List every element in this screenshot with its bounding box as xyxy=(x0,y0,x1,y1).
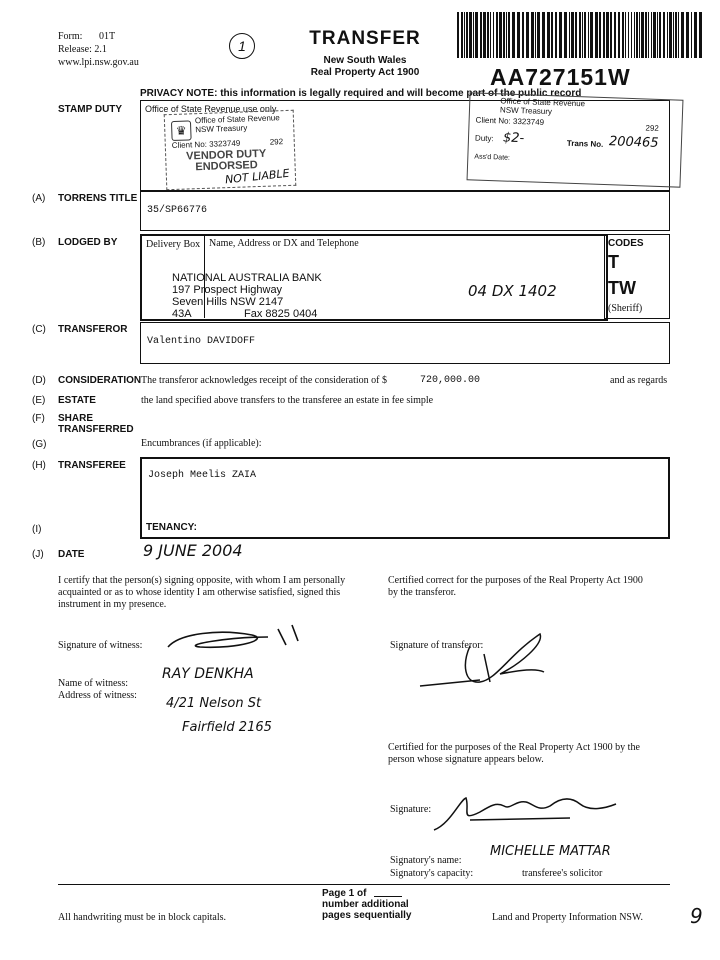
witness-signature xyxy=(160,615,310,657)
barcode-bar xyxy=(675,12,677,58)
barcode-bar xyxy=(464,12,465,58)
barcode-bar xyxy=(641,12,644,58)
barcode-bar xyxy=(648,12,649,58)
lodger-dx-hand: 04 DX 1402 xyxy=(468,282,557,300)
estate-label: ESTATE xyxy=(58,395,96,406)
delivery-box-label: Delivery Box xyxy=(146,239,201,250)
barcode-bar xyxy=(590,12,593,58)
crest-icon: ♛ xyxy=(171,120,192,141)
barcode-bar xyxy=(499,12,502,58)
subtitle-act: Real Property Act 1900 xyxy=(310,67,420,78)
barcode-bar xyxy=(628,12,629,58)
barcode-bar xyxy=(466,12,468,58)
signatory-capacity-value: transferee's solicitor xyxy=(522,868,603,879)
vendor-duty-stamp xyxy=(164,110,297,190)
row-g-letter: (G) xyxy=(32,439,47,450)
stamp2-assessed: Ass'd Date: xyxy=(474,153,511,162)
barcode-bar xyxy=(603,12,605,58)
barcode-bar xyxy=(559,12,562,58)
transferor-value: Valentino DAVIDOFF xyxy=(147,336,256,347)
code-tw: TW xyxy=(608,278,636,298)
barcode-bar xyxy=(618,12,620,58)
barcode-bar xyxy=(522,12,524,58)
stamp2-duty-hand: $2- xyxy=(502,130,525,147)
barcode-bar xyxy=(653,12,656,58)
witness-address-hand1: 4/21 Nelson St xyxy=(166,696,262,711)
form-code: 01T xyxy=(98,31,116,42)
barcode-bar xyxy=(542,12,545,58)
torrens-title-box xyxy=(140,190,670,231)
barcode-bar xyxy=(564,12,567,58)
witness-signature-label: Signature of witness: xyxy=(58,640,143,651)
barcode-bar xyxy=(506,12,507,58)
transferee-value: Joseph Meelis ZAIA xyxy=(148,470,257,481)
row-b-letter: (B) xyxy=(32,237,46,248)
barcode-bar xyxy=(503,12,505,58)
torrens-title-label: TORRENS TITLE xyxy=(58,193,138,204)
witness-name-label: Name of witness: xyxy=(58,678,128,689)
barcode-bar xyxy=(531,12,534,58)
lodger-line4-right: Fax 8825 0404 xyxy=(244,308,318,320)
stamp1-handwritten: NOT LIABLE xyxy=(224,166,291,187)
encumbrances-label: Encumbrances (if applicable): xyxy=(141,438,262,449)
barcode-graphic xyxy=(455,12,707,58)
row-j-letter: (J) xyxy=(32,549,44,560)
barcode-bar xyxy=(535,12,536,58)
barcode-bar xyxy=(645,12,647,58)
barcode-bar xyxy=(663,12,665,58)
dealing-number: AA727151W xyxy=(490,64,631,90)
row-f-letter: (F) xyxy=(32,413,45,424)
release-label: Release: xyxy=(58,44,92,55)
privacy-text: this information is legally required and will become part of the public record xyxy=(220,88,582,99)
barcode-bar xyxy=(483,12,486,58)
row-h-letter: (H) xyxy=(32,460,46,471)
document-title: TRANSFER xyxy=(309,28,421,49)
stamp1-treasury: NSW Treasury xyxy=(195,123,248,135)
barcode-bar xyxy=(651,12,652,58)
barcode-bar xyxy=(622,12,624,58)
barcode-bar xyxy=(526,12,529,58)
stamp1-line1: VENDOR DUTY xyxy=(185,147,267,163)
barcode-bar xyxy=(575,12,577,58)
transferor-label: TRANSFEROR xyxy=(58,324,128,335)
barcode-bar xyxy=(606,12,609,58)
consideration-label: CONSIDERATION xyxy=(58,375,142,386)
barcode-bar xyxy=(512,12,515,58)
barcode-bar xyxy=(461,12,463,58)
row-c-letter: (C) xyxy=(32,324,46,335)
treasury-stamp xyxy=(467,92,684,187)
barcode-bar xyxy=(571,12,574,58)
barcode-bar xyxy=(457,12,459,58)
footer-rule xyxy=(58,884,670,885)
page-of: Page 1 of xyxy=(322,888,367,899)
page-count-blank xyxy=(374,896,402,897)
lodger-line2: 197 Prospect Highway xyxy=(172,284,283,296)
barcode-bar xyxy=(473,12,474,58)
lodger-address xyxy=(172,272,322,320)
barcode-bar xyxy=(475,12,478,58)
barcode-bar xyxy=(551,12,553,58)
barcode-bar xyxy=(588,12,589,58)
codes-label: CODES xyxy=(608,238,644,249)
barcode-bar xyxy=(686,12,689,58)
barcode-bar xyxy=(582,12,583,58)
barcode-bar xyxy=(691,12,692,58)
barcode-bar xyxy=(681,12,684,58)
barcode-bar xyxy=(657,12,658,58)
form-label: Form: xyxy=(58,31,83,42)
barcode-bar xyxy=(614,12,616,58)
barcode-bar xyxy=(496,12,498,58)
witness-name-hand: RAY DENKHA xyxy=(162,666,254,682)
row-a-letter: (A) xyxy=(32,193,46,204)
signatory-capacity-label: Signatory's capacity: xyxy=(390,868,474,879)
date-label: DATE xyxy=(58,549,85,560)
barcode-bar xyxy=(639,12,640,58)
consideration-suffix: and as regards xyxy=(610,375,668,386)
barcode-bar xyxy=(537,12,540,58)
stamp2-office-text xyxy=(500,96,585,117)
estate-text: the land specified above transfers to the transferee an estate in fee simple xyxy=(141,395,434,406)
lodged-by-label: LODGED BY xyxy=(58,237,118,248)
row-e-letter: (E) xyxy=(32,395,46,406)
stamp1-num: 292 xyxy=(269,137,284,147)
privacy-label: PRIVACY NOTE: xyxy=(140,88,218,99)
barcode-bar xyxy=(480,12,482,58)
barcode-bar xyxy=(517,12,520,58)
barcode-bar xyxy=(584,12,586,58)
tenancy-label: TENANCY: xyxy=(146,522,197,533)
footer-agency: Land and Property Information NSW. xyxy=(492,912,643,923)
transferor-certification: Certified correct for the purposes of the Real Property Act 1900 by the transferor. xyxy=(388,575,643,598)
page-additional: number additional xyxy=(322,899,409,910)
stamp1-line2: ENDORSED xyxy=(195,159,258,174)
stamp2-treasury: NSW Treasury xyxy=(499,105,553,117)
name-address-header: Name, Address or DX and Telephone xyxy=(209,238,359,249)
stamp-duty-label: STAMP DUTY xyxy=(58,104,123,115)
stamp2-office: Office of State Revenue xyxy=(500,96,586,109)
stamp2-trans-hand: 200465 xyxy=(608,134,659,151)
lodger-line4-left: 43A xyxy=(172,308,191,320)
barcode-bar xyxy=(487,12,489,58)
barcode-bar xyxy=(555,12,557,58)
transferor-signature-label: Signature of transferor: xyxy=(390,640,484,651)
barcode-bar xyxy=(610,12,612,58)
stamp2-duty-label: Duty: xyxy=(474,133,494,144)
barcode-bar xyxy=(579,12,581,58)
barcode-bar xyxy=(625,12,626,58)
lodger-line1: NATIONAL AUSTRALIA BANK xyxy=(172,272,322,284)
page-count-note xyxy=(322,888,411,921)
stamp1-office: Office of State Revenue xyxy=(194,113,280,126)
barcode xyxy=(455,12,707,58)
barcode-bar xyxy=(599,12,601,58)
consideration-text: The transferor acknowledges receipt of the consideration of $ xyxy=(141,375,388,386)
barcode-bar xyxy=(699,12,702,58)
consideration-amount: 720,000.00 xyxy=(420,375,481,386)
stamp1-office-text xyxy=(195,113,280,134)
subtitle-state: New South Wales xyxy=(323,55,407,66)
barcode-bar xyxy=(490,12,491,58)
row-d-letter: (D) xyxy=(32,375,46,386)
witness-address-hand2: Fairfield 2165 xyxy=(182,720,272,735)
website: www.lpi.nsw.gov.au xyxy=(58,57,139,68)
barcode-bar xyxy=(569,12,570,58)
page-sequential: pages sequentially xyxy=(322,910,412,921)
barcode-bar xyxy=(493,12,494,58)
barcode-bar xyxy=(469,12,472,58)
stamp2-num: 292 xyxy=(645,123,659,133)
release-number: 2.1 xyxy=(94,44,107,55)
barcode-bar xyxy=(508,12,510,58)
stamp2-client: Client No: 3323749 xyxy=(475,115,545,127)
witness-certification: I certify that the person(s) signing opposite, with whom I am personally acquainted or as to whose identity I am otherwise satisfied, signed this instrument in my presence. xyxy=(58,575,346,610)
stamp2-trans-label: Trans No. xyxy=(566,138,604,149)
signature-label: Signature: xyxy=(390,804,432,815)
barcode-bar xyxy=(694,12,697,58)
date-value: 9 JUNE 2004 xyxy=(143,541,243,560)
transferor-signature xyxy=(410,624,560,694)
circled-number: 1 xyxy=(229,33,255,59)
form-info xyxy=(58,30,139,69)
barcode-bar xyxy=(667,12,668,58)
signatory-signature xyxy=(430,790,620,836)
row-i-letter: (I) xyxy=(32,524,42,535)
signatory-name-label: Signatory's name: xyxy=(390,855,462,866)
witness-address-label: Address of witness: xyxy=(58,690,137,701)
corner-hand-number: 9 xyxy=(690,904,703,928)
footer-handwriting-note: All handwriting must be in block capitals. xyxy=(58,912,227,923)
transferee-label: TRANSFEREE xyxy=(58,460,126,471)
code-t: T xyxy=(608,252,619,272)
share-transferred-label: SHARE TRANSFERRED xyxy=(58,413,134,435)
barcode-bar xyxy=(673,12,674,58)
signatory-name-hand: MICHELLE MATTAR xyxy=(490,844,611,859)
barcode-bar xyxy=(631,12,632,58)
barcode-bar xyxy=(547,12,550,58)
barcode-bar xyxy=(678,12,679,58)
lodger-line3: Seven Hills NSW 2147 xyxy=(172,296,284,308)
stamp1-client: Client No: 3323749 xyxy=(171,138,241,151)
signatory-certification: Certified for the purposes of the Real Property Act 1900 by the person whose signature appears below. xyxy=(388,742,640,765)
office-use-label: Office of State Revenue use only xyxy=(145,104,277,114)
torrens-title-value: 35/SP66776 xyxy=(147,205,208,216)
barcode-bar xyxy=(636,12,638,58)
barcode-bar xyxy=(659,12,661,58)
barcode-bar xyxy=(634,12,635,58)
barcode-bar xyxy=(669,12,672,58)
code-sheriff: (Sheriff) xyxy=(608,303,643,314)
document-subtitle xyxy=(290,55,440,79)
barcode-bar xyxy=(595,12,598,58)
